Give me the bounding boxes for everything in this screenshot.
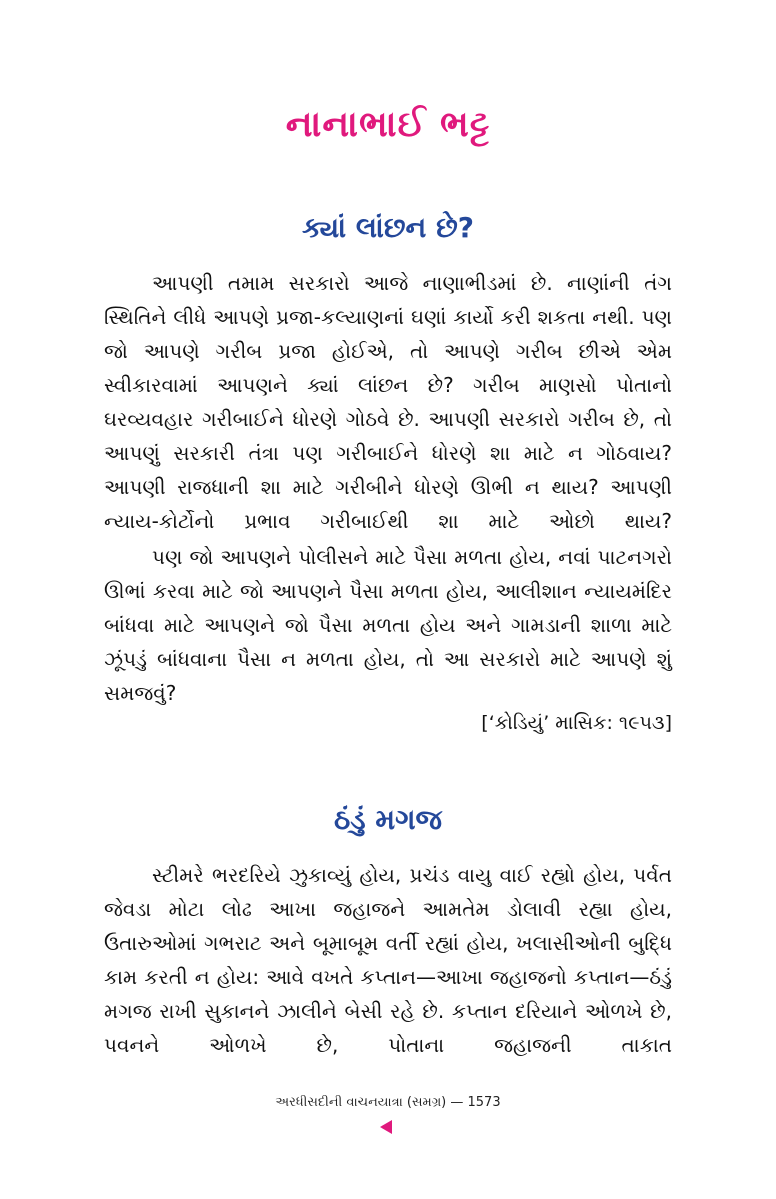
paragraph-text: આપણી તમામ સરકારો આજે નાણાભીડમાં છે. નાણાંની તંગ સ્થિતિને લીધે આપણે પ્રજા-કલ્યાણનાં ઘણાં કાર્યો કરી શકતા નથી. પણ જો આપણે ગરીબ પ્રજા હોઈએ, તો આપણે ગરીબ છીએ એમ સ્વીકારવામાં આપણને ક્યાં લાંછન છે? ગરીબ માણસો પોતાનો ઘરવ્યવહાર ગરીબાઈને ધોરણે ગોઠવે છે. આપણી સરકારો ગરીબ છે, તો આપણું સરકારી તંત્રા પણ ગરીબાઈને ધોરણે શા માટે ન ગોઠવાય? આપણી રાજધાની શા માટે ગરીબીને ધોરણે ઊભી ન થાય? આપણી ન્યાય-કોર્ટોનો પ્રભાવ ગરીબાઈથી શા માટે ઓછો થાય? — [104, 271, 672, 533]
paragraph — [104, 540, 672, 710]
section-title: ક્યાં લાંછન છે? — [302, 211, 474, 244]
paragraph — [104, 858, 672, 1062]
paragraph-text: સ્ટીમરે ભરદરિયે ઝુકાવ્યું હોય, પ્રચંડ વાયુ વાઈ રહ્યો હોય, પર્વત જેવડા મોટા લોઢ આખા જહાજને આમતેમ ડોલાવી રહ્યા હોય, ઉતારુઓમાં ગભરાટ અને બૂમાબૂમ વર્તી રહ્યાં હોય, ખલાસીઓની બુદ્ધિ કામ કરતી ન હોય: આવે વખતે કપ્તાન—આખા જહાજનો કપ્તાન—ઠંડું મગજ રાખી સુકાનને ઝાલીને બેસી રહે છે. કપ્તાન દરિયાને ઓળખે છે, પવનને ઓળખે છે, પોતાના જહાજની તાકાત — [104, 863, 672, 1057]
paragraph-text: પણ જો આપણને પોલીસને માટે પૈસા મળતા હોય, નવાં પાટનગરો ઊભાં કરવા માટે જો આપણને પૈસા મળતા હોય, આલીશાન ન્યાયમંદિર બાંધવા માટે આપણને જો પૈસા મળતા હોય અને ગામડાની શાળા માટે ઝૂંપડું બાંધવાના પૈસા ન મળતા હોય, તો આ સરકારો માટે આપણે શું સમજવું? — [104, 545, 672, 705]
paragraph — [104, 266, 672, 538]
source-citation: [‘કોડિયું’ માસિક: ૧૯૫૩] — [481, 712, 672, 734]
page-footer: અરધીસદીની વાચનયાત્રા (સમગ્ર) — 1573 — [275, 1095, 501, 1110]
author-title: નાનાભાઈ ભટ્ટ — [285, 104, 491, 145]
triangle-left-icon[interactable] — [380, 1120, 392, 1134]
section-title: ઠંડું મગજ — [333, 803, 443, 836]
